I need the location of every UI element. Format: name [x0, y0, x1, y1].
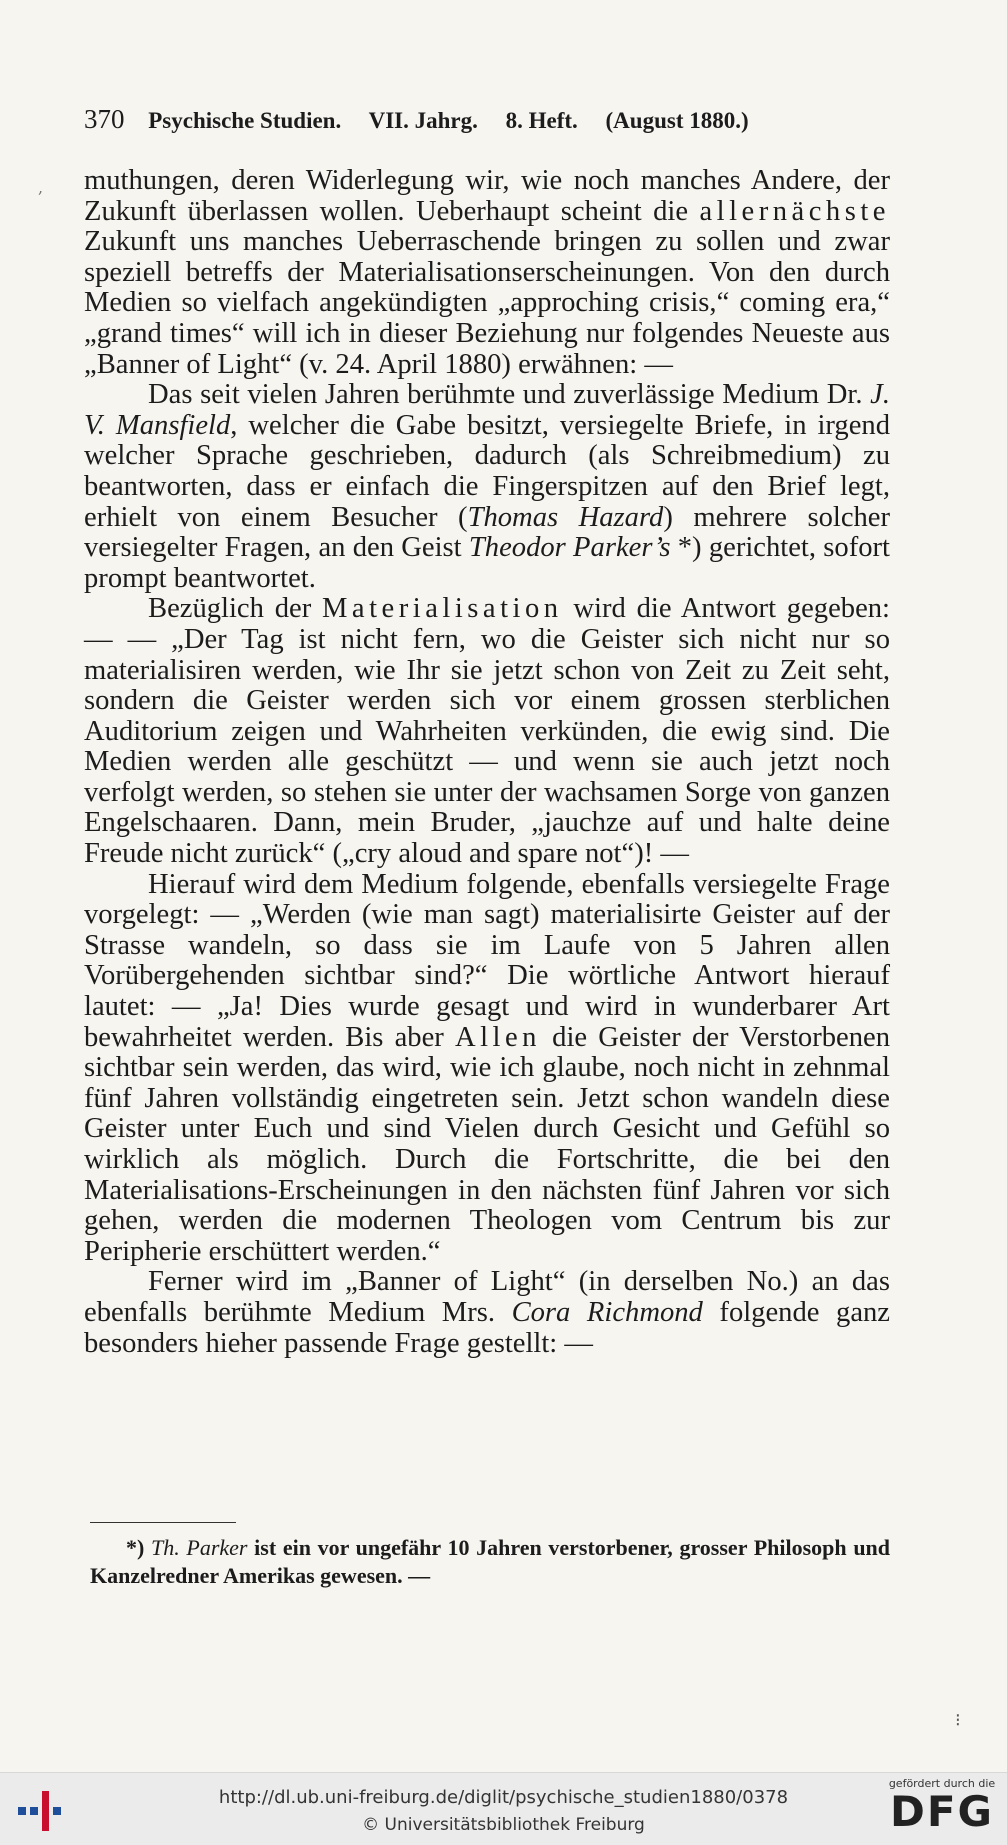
journal-title: Psychische Studien.	[148, 108, 342, 133]
text-run: Hierauf wird dem Medium folgende, ebenfalls versiegelte Frage vorgelegt: — „Werden (wie man sagt) materialisirte Geister auf der Strasse wandeln, so dass sie im Laufe von 5 Jahren allen Vorübergehenden sichtbar sind?“ Die wörtliche Antwort hierauf lautet: — „Ja! Dies wurde gesagt und wird in wunderbarer Art bewahrheitet werden. Bis aber	[84, 868, 890, 1053]
footnote-marker: *)	[126, 1535, 145, 1560]
text-run: Bezüglich der	[148, 593, 322, 625]
funder-note: gefördert durch die	[888, 1777, 996, 1790]
body-text	[84, 166, 890, 1359]
emphasized-word: Materialisation	[322, 593, 563, 625]
paragraph-3	[84, 594, 890, 869]
paragraph-1	[84, 166, 890, 380]
person-name: Cora Richmond	[511, 1296, 703, 1328]
viewer-footer	[0, 1772, 1007, 1845]
text-run: Ferner wird im „Banner of Light“ (in derselben No.) an das ebenfalls berühmte Medium Mrs.	[84, 1266, 890, 1328]
text-run: folgende ganz besonders hieher passende Frage gestellt: —	[84, 1296, 890, 1359]
text-run: ) mehrere solcher versiegelter Fragen, an den Geist	[84, 501, 891, 564]
dfg-logo	[887, 1777, 997, 1834]
text-run: Das seit vielen Jahren berühmte und zuverlässige Medium Dr.	[148, 379, 871, 411]
permalink-link[interactable]: http://dl.ub.uni-freiburg.de/diglit/psychische_studien1880/0378	[218, 1787, 789, 1808]
emphasized-word: Allen	[454, 1021, 541, 1053]
copyright-notice: © Universitätsbibliothek Freiburg	[362, 1815, 645, 1835]
issue-date: (August 1880.)	[605, 108, 749, 133]
text-run: Zukunft uns manches Ueberraschende bringen zu sollen und zwar speziell betreffs der Materialisationserscheinungen. Von den durch Medien so vielfach angekündigten „approching crisis,“ coming era,“ „grand times“ will ich in dieser Beziehung nur folgendes Neueste aus „Banner of Light“ (v. 24. April 1880) erwähnen: —	[84, 226, 890, 380]
emphasized-word: allernächste	[699, 195, 890, 227]
scan-edge-mark: ⁝	[955, 1710, 961, 1731]
footnote-name: Th. Parker	[151, 1535, 248, 1560]
footnote	[90, 1534, 890, 1590]
footnote-rule	[90, 1522, 236, 1523]
issue-label: 8. Heft.	[505, 108, 578, 133]
page-number: 370	[84, 104, 125, 134]
text-run: , welcher die Gabe besitzt, versiegelte Briefe, in irgend welcher Sprache geschrieben, dadurch (als Schreibmedium) zu beantworten, dass er einfach die Fingerspitzen auf den Brief legt, erhielt von einem Besucher (	[84, 409, 891, 533]
person-name: J. V. Mansfield	[84, 379, 890, 441]
paragraph-4	[84, 870, 890, 1268]
text-run: muthungen, deren Widerlegung wir, wie noch manches Andere, der Zukunft überlassen wollen. Ueberhaupt scheint die	[84, 165, 890, 227]
text-run: die Geister der Verstorbenen sichtbar sein werden, das wird, wie ich glaube, noch nicht in zehnmal fünf Jahren vollständig eingetreten sein. Jetzt schon wandeln diese Geister unter Euch und sind Vielen durch Gesicht und Gefühl so wirklich als möglich. Durch die Fortschritte, die bei den Materialisations-Erscheinungen in den nächsten fünf Jahren vor sich gehen, werden die modernen Theologen vom Centrum bis zur Peripherie erschüttert werden.“	[84, 1021, 890, 1267]
footnote-text: ist ein vor ungefähr 10 Jahren verstorbener, grosser Philosoph und Kanzelredner Amerikas gewesen. —	[90, 1535, 891, 1588]
paragraph-5	[84, 1267, 890, 1359]
running-header	[84, 104, 844, 135]
person-name: Thomas Hazard	[467, 501, 664, 533]
person-name: Theodor Parker’s	[468, 532, 671, 564]
dfg-logo-text: DFG	[889, 1787, 995, 1836]
paragraph-2	[84, 380, 890, 594]
volume-label: VII. Jahrg.	[368, 108, 478, 133]
text-run: *) gerichtet, sofort prompt beantwortet.	[84, 532, 890, 594]
text-run: wird die Antwort gegeben: — — „Der Tag ist nicht fern, wo die Geister sich nicht nur so materialisiren werden, wie Ihr sie jetzt schon von Zeit zu Zeit seht, sondern die Geister werden sich vor einem grossen sterblichen Auditorium zeigen und Wahrheiten verkünden, die ewig sind. Die Medien werden alle geschützt — und wenn sie auch jetzt noch verfolgt werden, so stehen sie unter der wachsamen Sorge von ganzen Engelschaaren. Dann, mein Bruder, „jauchze auf und halte deine Freude nicht zurück“ („cry aloud and spare not“)! —	[84, 593, 890, 870]
margin-mark: ,	[38, 178, 44, 197]
